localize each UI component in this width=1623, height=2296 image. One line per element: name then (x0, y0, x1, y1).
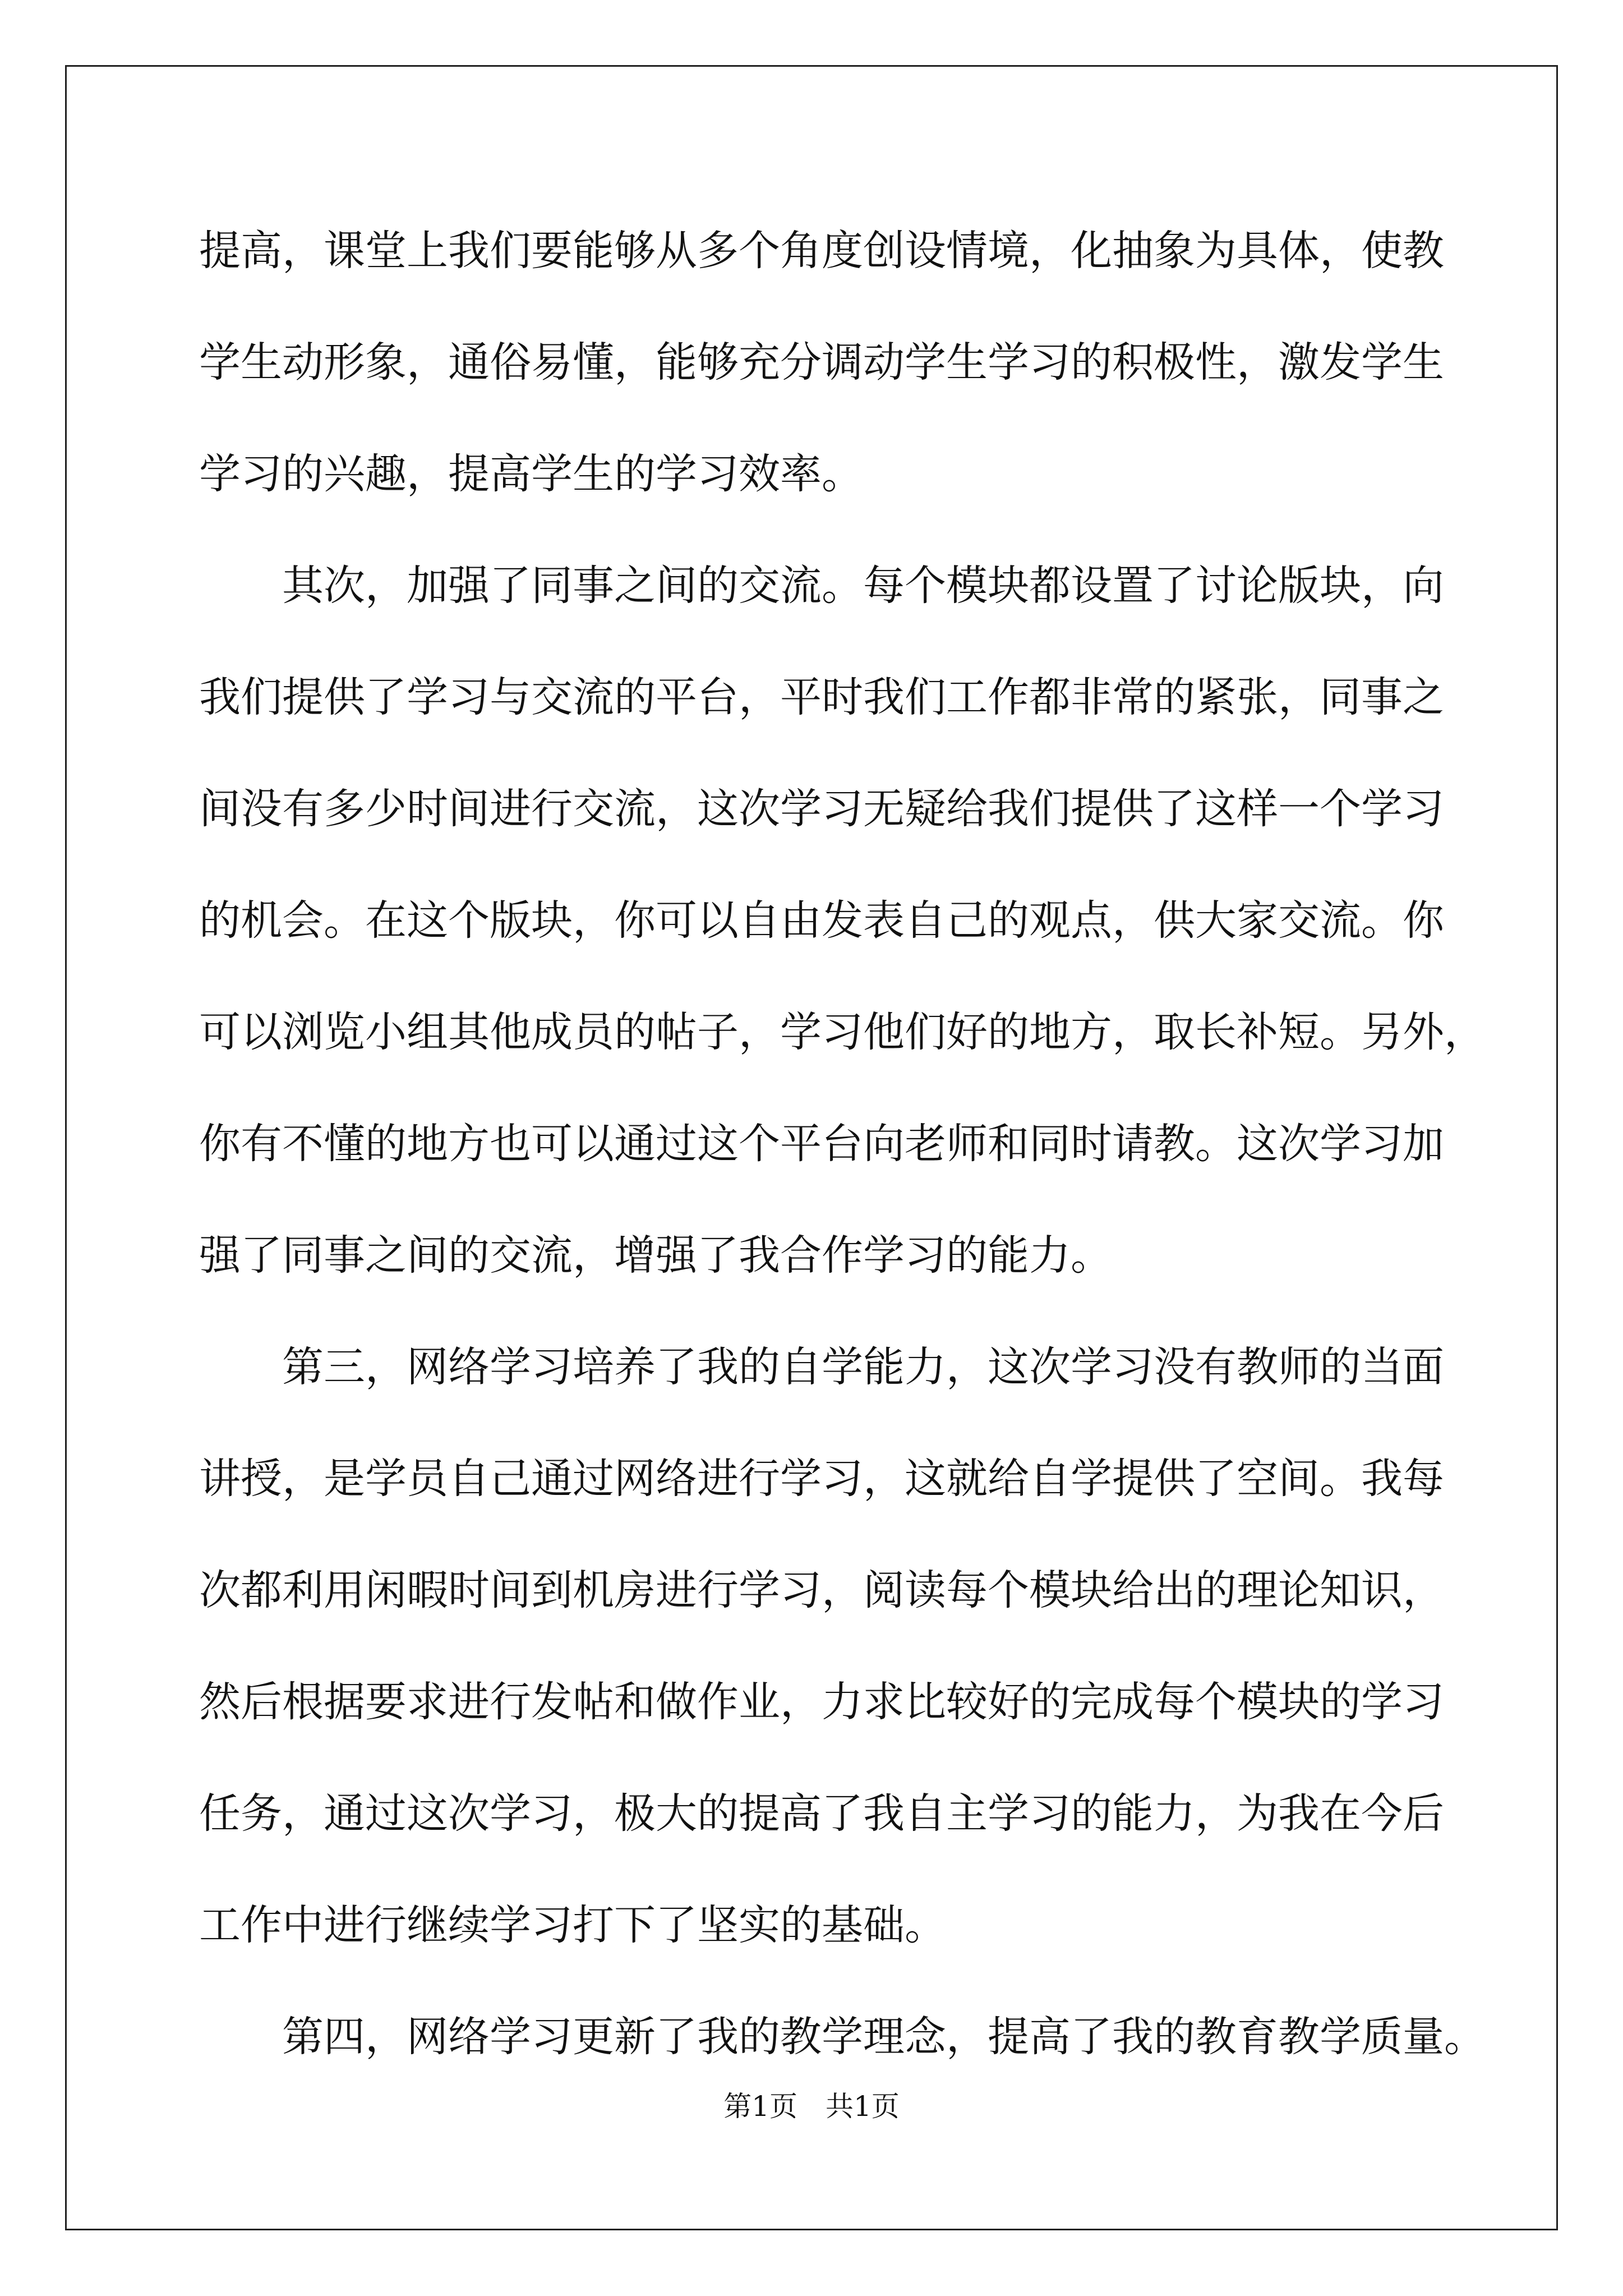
text-line: 提高，课堂上我们要能够从多个角度创设情境，化抽象为具体，使教 (199, 227, 1444, 275)
paragraph-first-line: 其次，加强了同事之间的交流。每个模块都设置了讨论版块，向 (282, 562, 1444, 610)
text-line: 学习的兴趣，提高学生的学习效率。 (199, 450, 863, 498)
text-line: 我们提供了学习与交流的平台，平时我们工作都非常的紧张，同事之 (199, 673, 1444, 721)
page-footer: 第1页 共1页 (723, 2090, 900, 2123)
document-body (199, 195, 1486, 2093)
text-line: 强了同事之间的交流，增强了我合作学习的能力。 (199, 1231, 1112, 1280)
text-line: 你有不懂的地方也可以通过这个平台向老师和同时请教。这次学习加 (199, 1120, 1444, 1168)
text-line: 任务，通过这次学习，极大的提高了我自主学习的能力，为我在今后 (199, 1789, 1444, 1838)
text-line: 可以浏览小组其他成员的帖子，学习他们好的地方，取长补短。另外， (199, 1008, 1486, 1056)
text-line: 次都利用闲暇时间到机房进行学习，阅读每个模块给出的理论知识， (199, 1566, 1444, 1614)
text-line: 的机会。在这个版块，你可以自由发表自己的观点，供大家交流。你 (199, 896, 1444, 945)
paragraph-first-line: 第四，网络学习更新了我的教学理念，提高了我的教育教学质量。 (282, 2013, 1486, 2061)
text-line: 工作中进行继续学习打下了坚实的基础。 (199, 1901, 946, 1949)
text-line: 间没有多少时间进行交流，这次学习无疑给我们提供了这样一个学习 (199, 785, 1444, 833)
text-line: 然后根据要求进行发帖和做作业，力求比较好的完成每个模块的学习 (199, 1678, 1444, 1726)
paragraph-first-line: 第三，网络学习培养了我的自学能力，这次学习没有教师的当面 (282, 1343, 1444, 1391)
text-line: 学生动形象，通俗易懂，能够充分调动学生学习的积极性，激发学生 (199, 338, 1444, 386)
text-line: 讲授，是学员自己通过网络进行学习，这就给自学提供了空间。我每 (199, 1455, 1444, 1503)
